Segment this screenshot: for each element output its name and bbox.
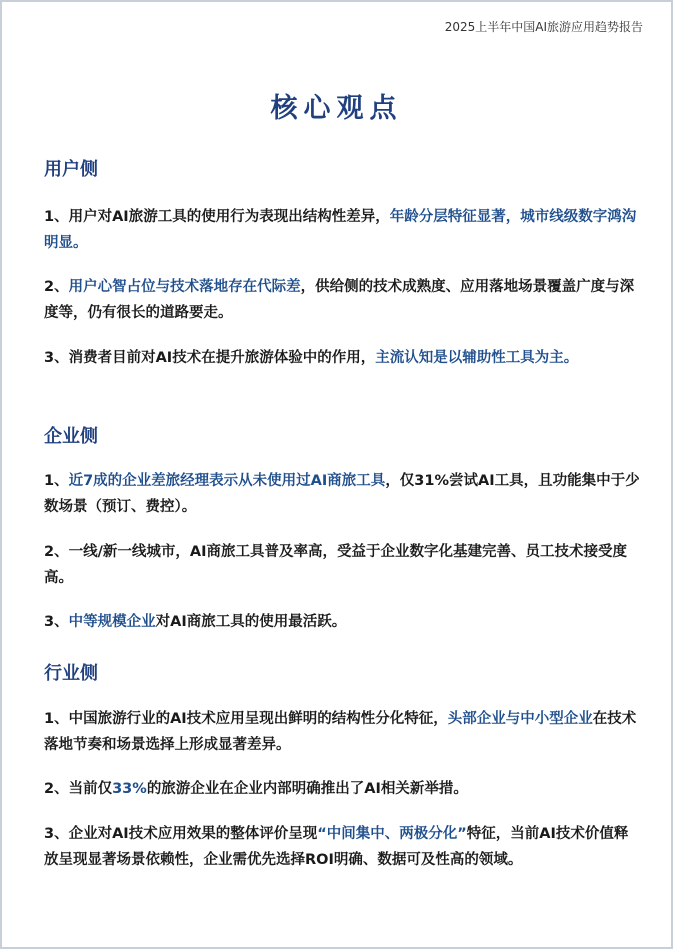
highlight: 用户心智占位与技术落地存在代际差	[68, 279, 301, 295]
enterprise-point-3: 3、中等规模企业对AI商旅工具的使用最活跃。	[44, 614, 347, 630]
highlight: 主流认知是以辅助性工具为主。	[375, 350, 579, 366]
industry-point-3: 3、企业对AI技术应用效果的整体评价呈现“中间集中、两极分化”特征，当前AI技术价值释放呈现显著场景依赖性，企业需优先选择ROI明确、数据可及性高的领域。	[44, 826, 629, 868]
report-header-note: 2025上半年中国AI旅游应用趋势报告	[444, 20, 643, 34]
user-point-2: 2、用户心智占位与技术落地存在代际差，供给侧的技术成熟度、应用落地场景覆盖广度与深度等，仍有很长的道路要走。	[44, 279, 635, 321]
page-title: 核心观点	[270, 93, 403, 124]
highlight: “中间集中、两极分化”	[317, 826, 467, 842]
user-point-3: 3、消费者目前对AI技术在提升旅游体验中的作用，主流认知是以辅助性工具为主。	[44, 350, 579, 366]
highlight: 近7成的企业差旅经理表示从未使用过AI商旅工具	[68, 473, 386, 489]
section-heading-enterprise: 企业侧	[44, 426, 98, 447]
industry-point-2: 2、当前仅33%的旅游企业在企业内部明确推出了AI相关新举措。	[44, 781, 468, 797]
section-heading-user: 用户侧	[44, 159, 98, 180]
section-heading-industry: 行业侧	[44, 663, 98, 684]
highlight: 头部企业与中小型企业	[447, 711, 593, 727]
enterprise-point-1: 1、近7成的企业差旅经理表示从未使用过AI商旅工具，仅31%尝试AI工具，且功能集中于少数场景（预订、费控）。	[44, 473, 640, 515]
user-point-1: 1、用户对AI旅游工具的使用行为表现出结构性差异，年龄分层特征显著，城市线级数字鸿沟明显。	[44, 209, 637, 251]
industry-point-1: 1、中国旅游行业的AI技术应用呈现出鲜明的结构性分化特征，头部企业与中小型企业在技术落地节奏和场景选择上形成显著差异。	[44, 711, 637, 753]
highlight: 年龄分层特征显著，城市线级数字鸿沟明显。	[44, 209, 637, 251]
enterprise-point-2: 2、一线/新一线城市，AI商旅工具普及率高，受益于企业数字化基建完善、员工技术接受度高。	[44, 544, 627, 586]
highlight: 中等规模企业	[68, 614, 156, 630]
highlight: 33%	[112, 781, 147, 797]
